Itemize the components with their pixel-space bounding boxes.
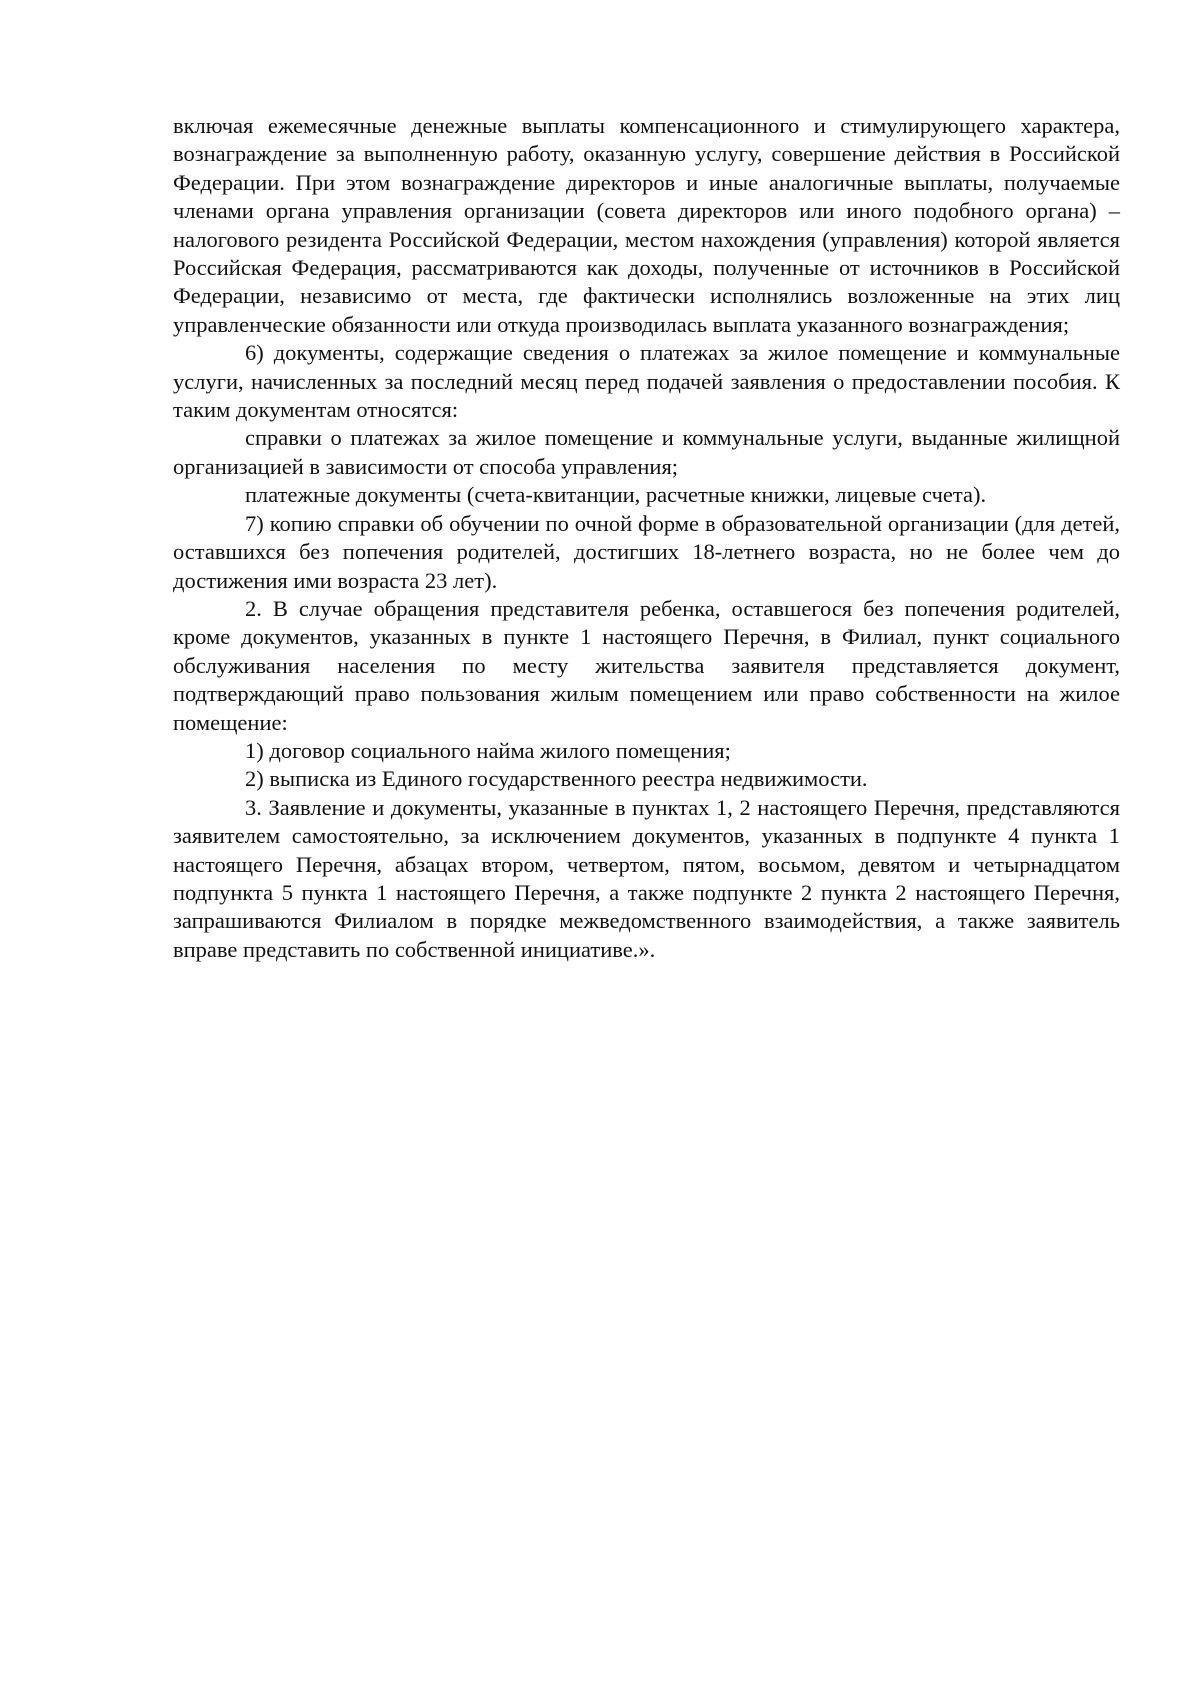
paragraph-section-2: 2. В случае обращения представителя ребенка, оставшегося без попечения родителей, кроме документов, указанных в пункте 1 настоящего Перечня, в Филиал, пункт социального обслуживания населения по месту жительства заявителя представляется документ, подтверждающий право пользования жилым помещением или право собственности на жилое помещение: <box>173 595 1120 735</box>
paragraph-item-6: 6) документы, содержащие сведения о платежах за жилое помещение и коммунальные услуги, начисленных за последний месяц перед подачей заявления о предоставлении пособия. К таким документам относятся: <box>173 340 1120 423</box>
paragraph-section-3: 3. Заявление и документы, указанные в пунктах 1, 2 настоящего Перечня, представляются заявителем самостоятельно, за исключением документов, указанных в подпункте 4 пункта 1 настоящего Перечня, абзацах втором, четвертом, пятом, восьмом, девятом и четырнадцатом подпункта 5 пункта 1 настоящего Перечня, а также подпункте 2 пункта 2 настоящего Перечня, запрашиваются Филиалом в порядке межведомственного взаимодействия, а также заявитель вправе представить по собственной инициативе.». <box>173 794 1120 962</box>
paragraph-housing-certificates: справки о платежах за жилое помещение и коммунальные услуги, выданные жилищной организацией в зависимости от способа управления; <box>173 425 1120 479</box>
paragraph-payment-documents: платежные документы (счета-квитанции, расчетные книжки, лицевые счета). <box>245 482 987 508</box>
document-body <box>173 112 1120 964</box>
paragraph-continuation: включая ежемесячные денежные выплаты компенсационного и стимулирующего характера, вознаграждение за выполненную работу, оказанную услугу, совершение действия в Российской Федерации. При этом вознаграждение директоров и иные аналогичные выплаты, получаемые членами органа управления организации (совета директоров или иного подобного органа) – налогового резидента Российской Федерации, местом нахождения (управления) которой является Российская Федерация, рассматриваются как доходы, полученные от источников в Российской Федерации, независимо от места, где фактически исполнялись возложенные на этих лиц управленческие обязанности или откуда производилась выплата указанного вознаграждения; <box>173 113 1120 337</box>
paragraph-section-2-item-2: 2) выписка из Единого государственного реестра недвижимости. <box>245 766 868 792</box>
paragraph-section-2-item-1: 1) договор социального найма жилого помещения; <box>245 737 731 763</box>
paragraph-item-7: 7) копию справки об обучении по очной форме в образовательной организации (для детей, оставшихся без попечения родителей, достигших 18-летнего возраста, но не более чем до достижения ими возраста 23 лет). <box>173 510 1120 593</box>
